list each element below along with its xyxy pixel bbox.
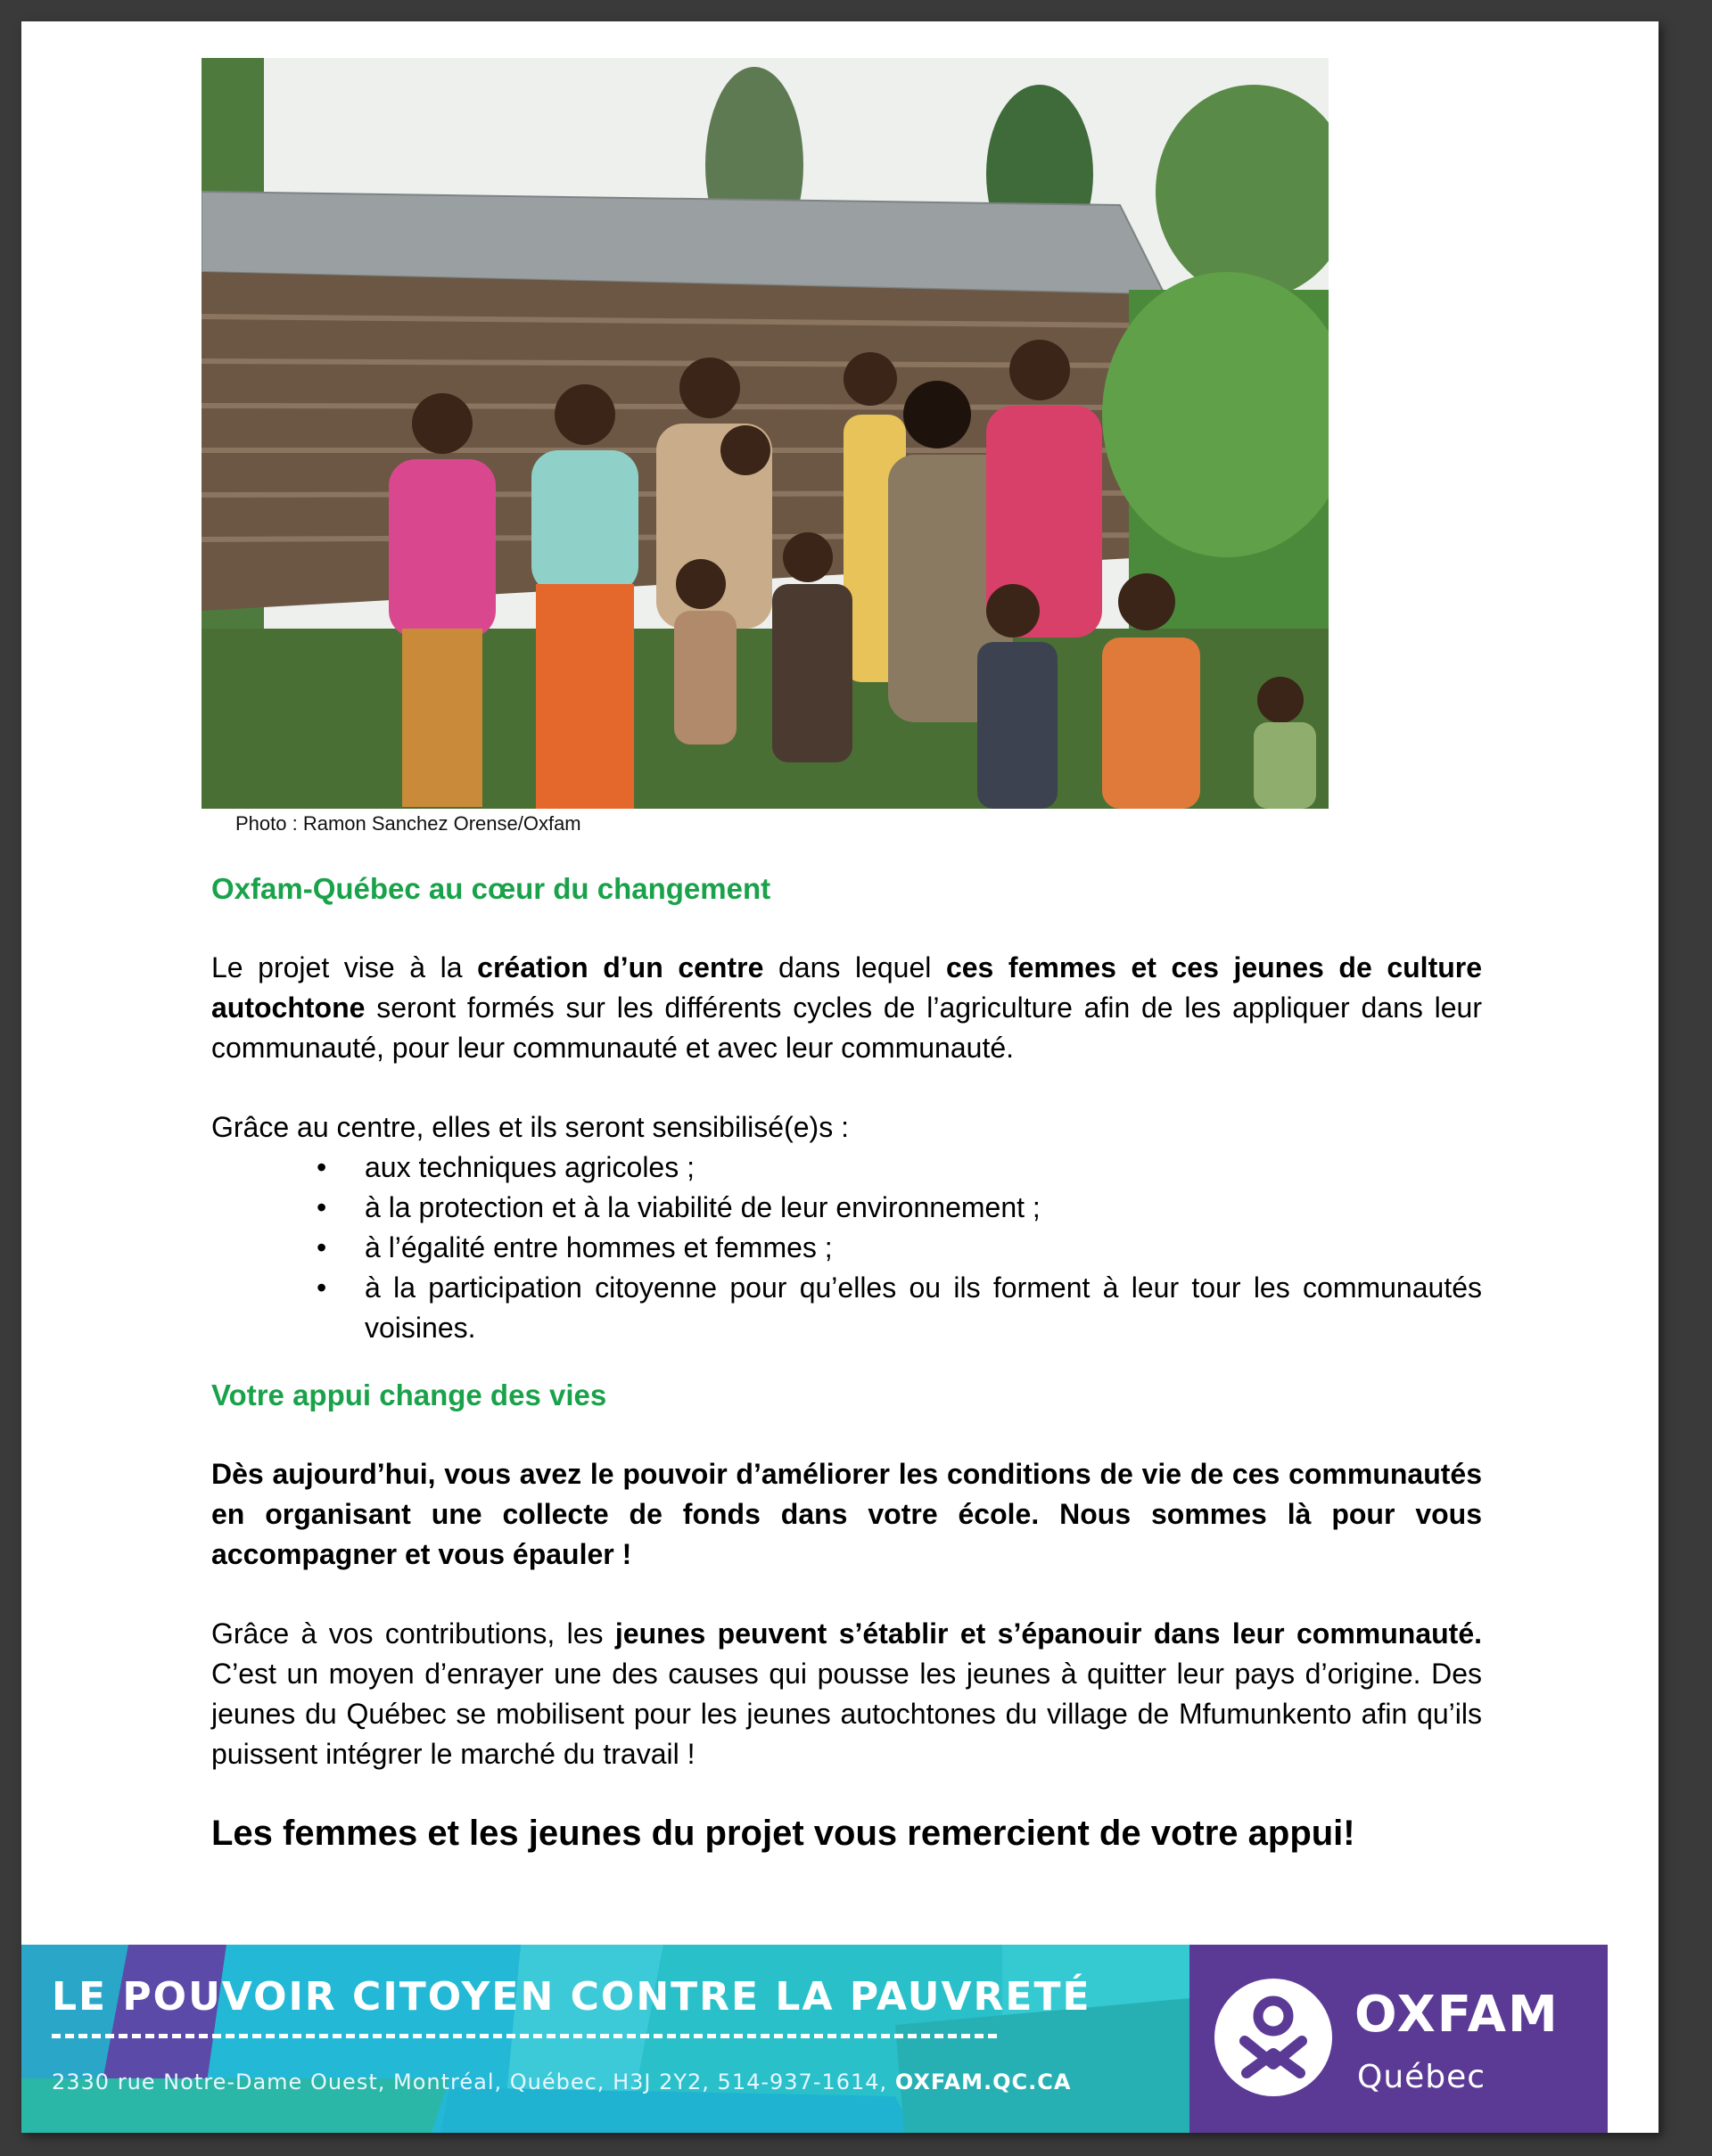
- oxfam-logo-icon: [1211, 1975, 1336, 2100]
- logo-region: Québec: [1357, 2059, 1486, 2095]
- contributions-paragraph: Grâce à vos contributions, les jeunes peuvent s’établir et s’épanouir dans leur communauté. C’est un moyen d’enrayer une des causes qui pousse les jeunes à quitter leur pays d’origine. Des jeunes du Québec se mobilisent pour les jeunes autochtones du village de Mfumunkento afin qu’ils puissent intégrer le marché du travail !: [211, 1617, 1483, 1770]
- project-paragraph: Le projet vise à la création d’un centre dans lequel ces femmes et ces jeunes de culture autochtone seront formés sur les différents cycles de l’agriculture afin de les appliquer dans leur communauté, pour leur communauté et avec leur communauté.: [211, 951, 1483, 1064]
- list-item: • à la protection et à la viabilité de leur environnement ;: [211, 1188, 1482, 1228]
- footer-slogan: LE POUVOIR CITOYEN CONTRE LA PAUVRETÉ: [52, 1974, 1091, 2020]
- section-heading-support: Votre appui change des vies: [211, 1378, 607, 1411]
- thanks-line: Les femmes et les jeunes du projet vous remercient de votre appui!: [211, 1814, 1355, 1853]
- list-item: • aux techniques agricoles ;: [211, 1148, 1482, 1188]
- awareness-list: [211, 1148, 1482, 1348]
- center-intro: Grâce au centre, elles et ils seront sensibilisé(e)s :: [211, 1111, 849, 1143]
- footer-banner: [21, 1945, 1608, 2133]
- section-heading-change: Oxfam-Québec au cœur du changement: [211, 872, 771, 905]
- website-link[interactable]: OXFAM.QC.CA: [894, 2070, 1072, 2094]
- list-item: • à l’égalité entre hommes et femmes ;: [211, 1228, 1482, 1268]
- community-photo: [202, 58, 1329, 809]
- list-item: • à la participation citoyenne pour qu’elles ou ils forment à leur tour les communautés voisines.: [211, 1268, 1482, 1348]
- logo-name: OXFAM: [1354, 1986, 1560, 2044]
- call-to-action: Dès aujourd’hui, vous avez le pouvoir d’améliorer les conditions de vie de ces communautés en organisant une collecte de fonds dans votre école. Nous sommes là pour vous accompagner et vous épauler !: [211, 1458, 1482, 1570]
- document-body: [211, 868, 1482, 1856]
- document-page: [21, 21, 1658, 2133]
- footer-divider: [52, 2034, 997, 2038]
- photo-caption: Photo : Ramon Sanchez Orense/Oxfam: [235, 812, 581, 835]
- footer-address: 2330 rue Notre-Dame Ouest, Montréal, Québec, H3J 2Y2, 514-937-1614, OXFAM.QC.CA: [52, 2070, 1072, 2094]
